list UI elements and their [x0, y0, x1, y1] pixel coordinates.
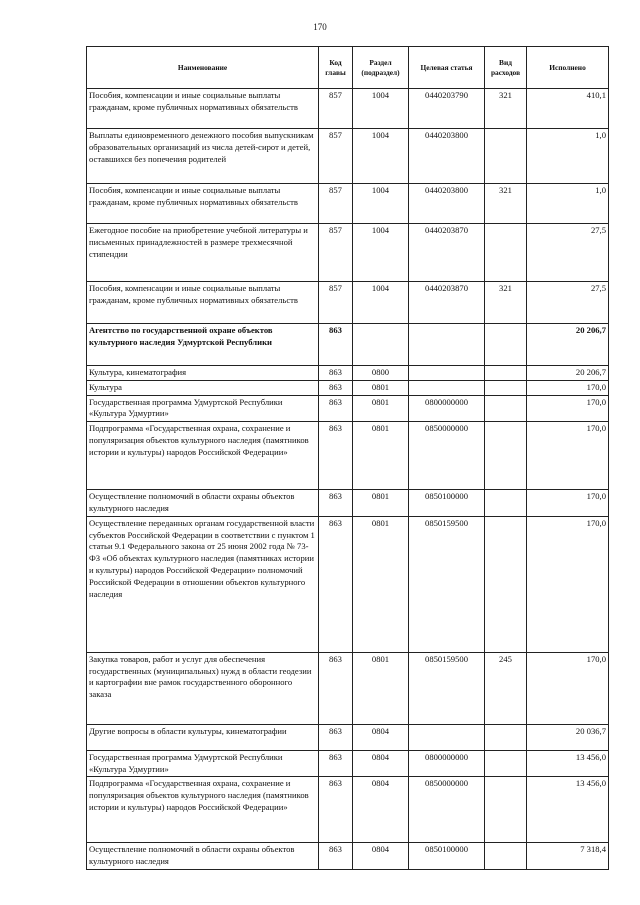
row-type [485, 724, 527, 750]
row-chapter: 863 [319, 750, 353, 777]
row-target: 0850159500 [409, 516, 485, 652]
row-type [485, 380, 527, 395]
row-name: Пособия, компенсации и иные социальные выплаты гражданам, кроме публичных нормативных обязательств [87, 184, 319, 224]
row-type [485, 422, 527, 490]
row-amount: 27,5 [527, 282, 609, 324]
table-row [87, 224, 609, 282]
row-target: 0850000000 [409, 777, 485, 843]
table-row [87, 89, 609, 129]
table-row [87, 184, 609, 224]
row-target [409, 366, 485, 381]
row-amount: 20 206,7 [527, 366, 609, 381]
row-type [485, 129, 527, 184]
row-chapter: 857 [319, 224, 353, 282]
header-section: Раздел (подраздел) [353, 47, 409, 89]
table-row [87, 324, 609, 366]
row-target: 0440203870 [409, 282, 485, 324]
row-type: 321 [485, 184, 527, 224]
row-type: 321 [485, 89, 527, 129]
row-target: 0440203800 [409, 184, 485, 224]
row-amount: 170,0 [527, 395, 609, 422]
row-amount: 20 206,7 [527, 324, 609, 366]
page-number: 170 [313, 22, 327, 32]
row-target: 0440203800 [409, 129, 485, 184]
row-target: 0850100000 [409, 843, 485, 870]
row-name: Осуществление переданных органам государственной власти субъектов Российской Федерации в соответствии с пунктом 1 статьи 9.1 Федерального закона от 25 июня 2002 года № 73-ФЗ «Об объектах культурного наследия (памятниках истории и культуры) народов Российской Федерации» полномочий Российской Федерации в отношении объектов культурного наследия [87, 516, 319, 652]
row-name: Выплаты единовременного денежного пособия выпускникам образовательных организаций из числа детей-сирот и детей, оставшихся без попечения родителей [87, 129, 319, 184]
row-chapter: 863 [319, 324, 353, 366]
table-row [87, 652, 609, 724]
row-name: Подпрограмма «Государственная охрана, сохранение и популяризация объектов культурного наследия (памятников истории и культуры) народов Российской Федерации» [87, 422, 319, 490]
row-chapter: 863 [319, 777, 353, 843]
row-amount: 1,0 [527, 184, 609, 224]
header-expense-type: Вид расходов [485, 47, 527, 89]
row-target [409, 724, 485, 750]
row-type [485, 324, 527, 366]
row-type: 321 [485, 282, 527, 324]
row-section: 0804 [353, 750, 409, 777]
row-section: 1004 [353, 89, 409, 129]
row-name: Другие вопросы в области культуры, кинематографии [87, 724, 319, 750]
row-target [409, 324, 485, 366]
row-amount: 410,1 [527, 89, 609, 129]
row-section: 0801 [353, 395, 409, 422]
budget-table [86, 46, 609, 870]
row-amount: 1,0 [527, 129, 609, 184]
row-amount: 7 318,4 [527, 843, 609, 870]
row-type: 245 [485, 652, 527, 724]
row-amount: 13 456,0 [527, 777, 609, 843]
row-section [353, 324, 409, 366]
row-amount: 170,0 [527, 516, 609, 652]
row-amount: 170,0 [527, 380, 609, 395]
row-chapter: 857 [319, 184, 353, 224]
row-name: Культура, кинематография [87, 366, 319, 381]
row-section: 1004 [353, 129, 409, 184]
row-name: Государственная программа Удмуртской Республики «Культура Удмуртии» [87, 395, 319, 422]
row-chapter: 863 [319, 366, 353, 381]
row-name: Пособия, компенсации и иные социальные выплаты гражданам, кроме публичных нормативных обязательств [87, 282, 319, 324]
row-chapter: 857 [319, 129, 353, 184]
header-target: Целевая статья [409, 47, 485, 89]
row-type [485, 395, 527, 422]
row-chapter: 857 [319, 282, 353, 324]
row-target: 0440203790 [409, 89, 485, 129]
row-name: Ежегодное пособие на приобретение учебной литературы и письменных принадлежностей в размере трехмесячной стипендии [87, 224, 319, 282]
row-type [485, 224, 527, 282]
row-section: 1004 [353, 224, 409, 282]
row-amount: 170,0 [527, 652, 609, 724]
row-type [485, 843, 527, 870]
row-target: 0800000000 [409, 750, 485, 777]
table-row [87, 366, 609, 381]
row-target [409, 380, 485, 395]
table-row [87, 750, 609, 777]
row-amount: 170,0 [527, 490, 609, 517]
row-section: 0801 [353, 422, 409, 490]
row-name: Государственная программа Удмуртской Республики «Культура Удмуртии» [87, 750, 319, 777]
row-name: Осуществление полномочий в области охраны объектов культурного наследия [87, 843, 319, 870]
header-name: Наименование [87, 47, 319, 89]
row-chapter: 863 [319, 843, 353, 870]
row-amount: 27,5 [527, 224, 609, 282]
row-type [485, 366, 527, 381]
table-row [87, 777, 609, 843]
row-section: 0801 [353, 490, 409, 517]
row-section: 1004 [353, 184, 409, 224]
row-section: 0804 [353, 843, 409, 870]
row-chapter: 863 [319, 380, 353, 395]
table-row [87, 129, 609, 184]
row-chapter: 863 [319, 490, 353, 517]
row-chapter: 857 [319, 89, 353, 129]
row-chapter: 863 [319, 422, 353, 490]
row-target: 0440203870 [409, 224, 485, 282]
header-executed: Исполнено [527, 47, 609, 89]
row-section: 1004 [353, 282, 409, 324]
row-section: 0801 [353, 516, 409, 652]
row-name: Осуществление полномочий в области охраны объектов культурного наследия [87, 490, 319, 517]
row-target: 0850000000 [409, 422, 485, 490]
row-chapter: 863 [319, 395, 353, 422]
row-name: Пособия, компенсации и иные социальные выплаты гражданам, кроме публичных нормативных обязательств [87, 89, 319, 129]
table-row [87, 724, 609, 750]
row-target: 0850159500 [409, 652, 485, 724]
row-type [485, 750, 527, 777]
header-chapter: Код главы [319, 47, 353, 89]
table-row [87, 395, 609, 422]
table-row [87, 490, 609, 517]
row-target: 0800000000 [409, 395, 485, 422]
row-type [485, 516, 527, 652]
row-section: 0800 [353, 366, 409, 381]
row-chapter: 863 [319, 516, 353, 652]
table-header-row [87, 47, 609, 89]
row-name: Закупка товаров, работ и услуг для обеспечения государственных (муниципальных) нужд в области геодезии и картографии вне рамок государственного оборонного заказа [87, 652, 319, 724]
table-row [87, 380, 609, 395]
row-section: 0801 [353, 652, 409, 724]
row-name: Культура [87, 380, 319, 395]
table-row [87, 282, 609, 324]
row-name: Агентство по государственной охране объектов культурного наследия Удмуртской Республики [87, 324, 319, 366]
row-type [485, 777, 527, 843]
row-section: 0804 [353, 724, 409, 750]
row-name: Подпрограмма «Государственная охрана, сохранение и популяризация объектов культурного наследия (памятников истории и культуры) народов Российской Федерации» [87, 777, 319, 843]
row-section: 0804 [353, 777, 409, 843]
table-row [87, 422, 609, 490]
row-chapter: 863 [319, 652, 353, 724]
row-chapter: 863 [319, 724, 353, 750]
table-row [87, 516, 609, 652]
row-type [485, 490, 527, 517]
row-amount: 20 036,7 [527, 724, 609, 750]
row-section: 0801 [353, 380, 409, 395]
table-row [87, 843, 609, 870]
row-amount: 13 456,0 [527, 750, 609, 777]
row-amount: 170,0 [527, 422, 609, 490]
row-target: 0850100000 [409, 490, 485, 517]
